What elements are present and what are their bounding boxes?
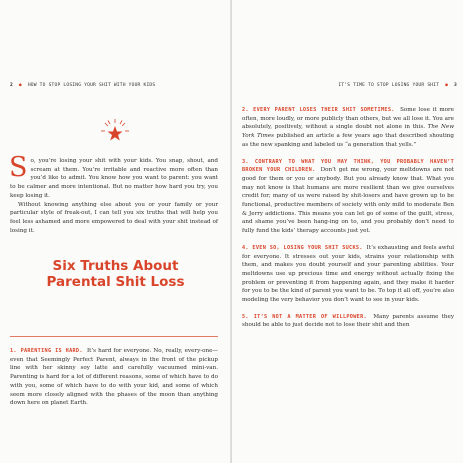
star-icon [100,118,130,148]
truth-5-heading: 5. IT’S NOT A MATTER OF WILLPOWER. [242,313,367,320]
intro-paragraph-2: Without knowing anything else about you or your family or your particular style of freak-out, I can tell you six truths that will help you feel less ashamed and more empowered to deal with your shit instead of losing it. [10,201,218,234]
chapter-title: Six Truths About Parental Shit Loss [46,258,185,290]
left-page [0,0,231,463]
truth-2: 2. EVERY PARENT LOSES THEIR SHIT SOMETIMES. Some lose it more often, more loudly, or more publicly than others, but we all lose it. You are absolutely, positively, without a single doubt not alone in this. The New York Times published an article a few years ago that described shouting as the new spanking and labeled us “a generation that yells.” [242,107,454,148]
intro-text [9,152,218,235]
truth-1-heading: 1. PARENTING IS HARD. [10,348,83,354]
right-page [232,0,463,463]
truth-2-heading: 2. EVERY PARENT LOSES THEIR SHIT SOMETIMES. [242,107,395,113]
truth-4-heading: 4. EVEN SO, LOSING YOUR SHIT SUCKS. [242,244,363,251]
truth-4: 4. EVEN SO, LOSING YOUR SHIT SUCKS. It’s exhausting and feels awful for everyone. It stresses out your kids, strains your relationship with them, and makes you doubt yourself and your parenting abilities. Your meltdowns use up precious time and energy without actually fixing the problem or preventing it from happening again, and they make it harder for you to be the kind of parent you want to be. To top it all off, you’re also modeling the very behavior you don’t want to see in your kids. [242,244,454,304]
right-running-head: IT’S TIME TO STOP LOSING YOUR SHIT ● 3 [338,83,457,88]
intro-paragraph-1: So, you’re losing your shit with your kids. You snap, shout, and scream at them. You’re irritable and reactive more often than you’d like to admit. You know how you want to parent: you want to be calmer and more intentional. But no matter how hard you try, you keep losing it. [9,152,218,199]
left-page-number: 2 [10,83,13,88]
left-running-title: HOW TO STOP LOSING YOUR SHIT WITH YOUR KIDS [27,83,156,88]
left-running-head: 2 ● HOW TO STOP LOSING YOUR SHIT WITH YOUR KIDS [10,83,156,88]
truth-5: 5. IT’S NOT A MATTER OF WILLPOWER. Many parents assume they should be able to just decide not to lose their shit and then [242,313,454,329]
truth-3-heading: 3. CONTRARY TO WHAT YOU MAY THINK, YOU PROBABLY HAVEN’T BROKEN YOUR CHILDREN. [242,158,454,174]
truth-1-body: It’s hard for everyone. No, really, every-one—even that Seemingly Perfect Parent, always in the front of the pickup line with her skinny soy latte and carefully vacuumed mini-van. Parenting is hard for a lot of different reasons, some of which have to do with you, some of which have to do with your kid, and some of which seem more closely aligned with the phases of the moon than anything down here on planet Earth. [10,348,218,407]
right-text [242,106,454,330]
truth-3: 3. CONTRARY TO WHAT YOU MAY THINK, YOU PROBABLY HAVEN’T BROKEN YOUR CHILDREN. Don’t get me wrong, your meltdowns are not good for them or you or anybody. But you already know that. What you may not know is that humans are more resilient than we give ourselves credit for; many of us were raised by shit-losers and have grown up to be functional, productive members of society with only mild to moderate Ben & Jerry addictions. This means you can let go of some of the guilt, stress, and shame you’ve been hang-ing on to, and you probably don’t need to fully fund the kids’ therapy accounts just yet. [242,158,454,235]
section-divider [10,336,218,337]
right-page-number: 3 [454,83,457,88]
right-running-title: IT’S TIME TO STOP LOSING YOUR SHIT [338,83,440,88]
truth-1 [10,347,218,408]
drop-cap: S [9,152,28,183]
